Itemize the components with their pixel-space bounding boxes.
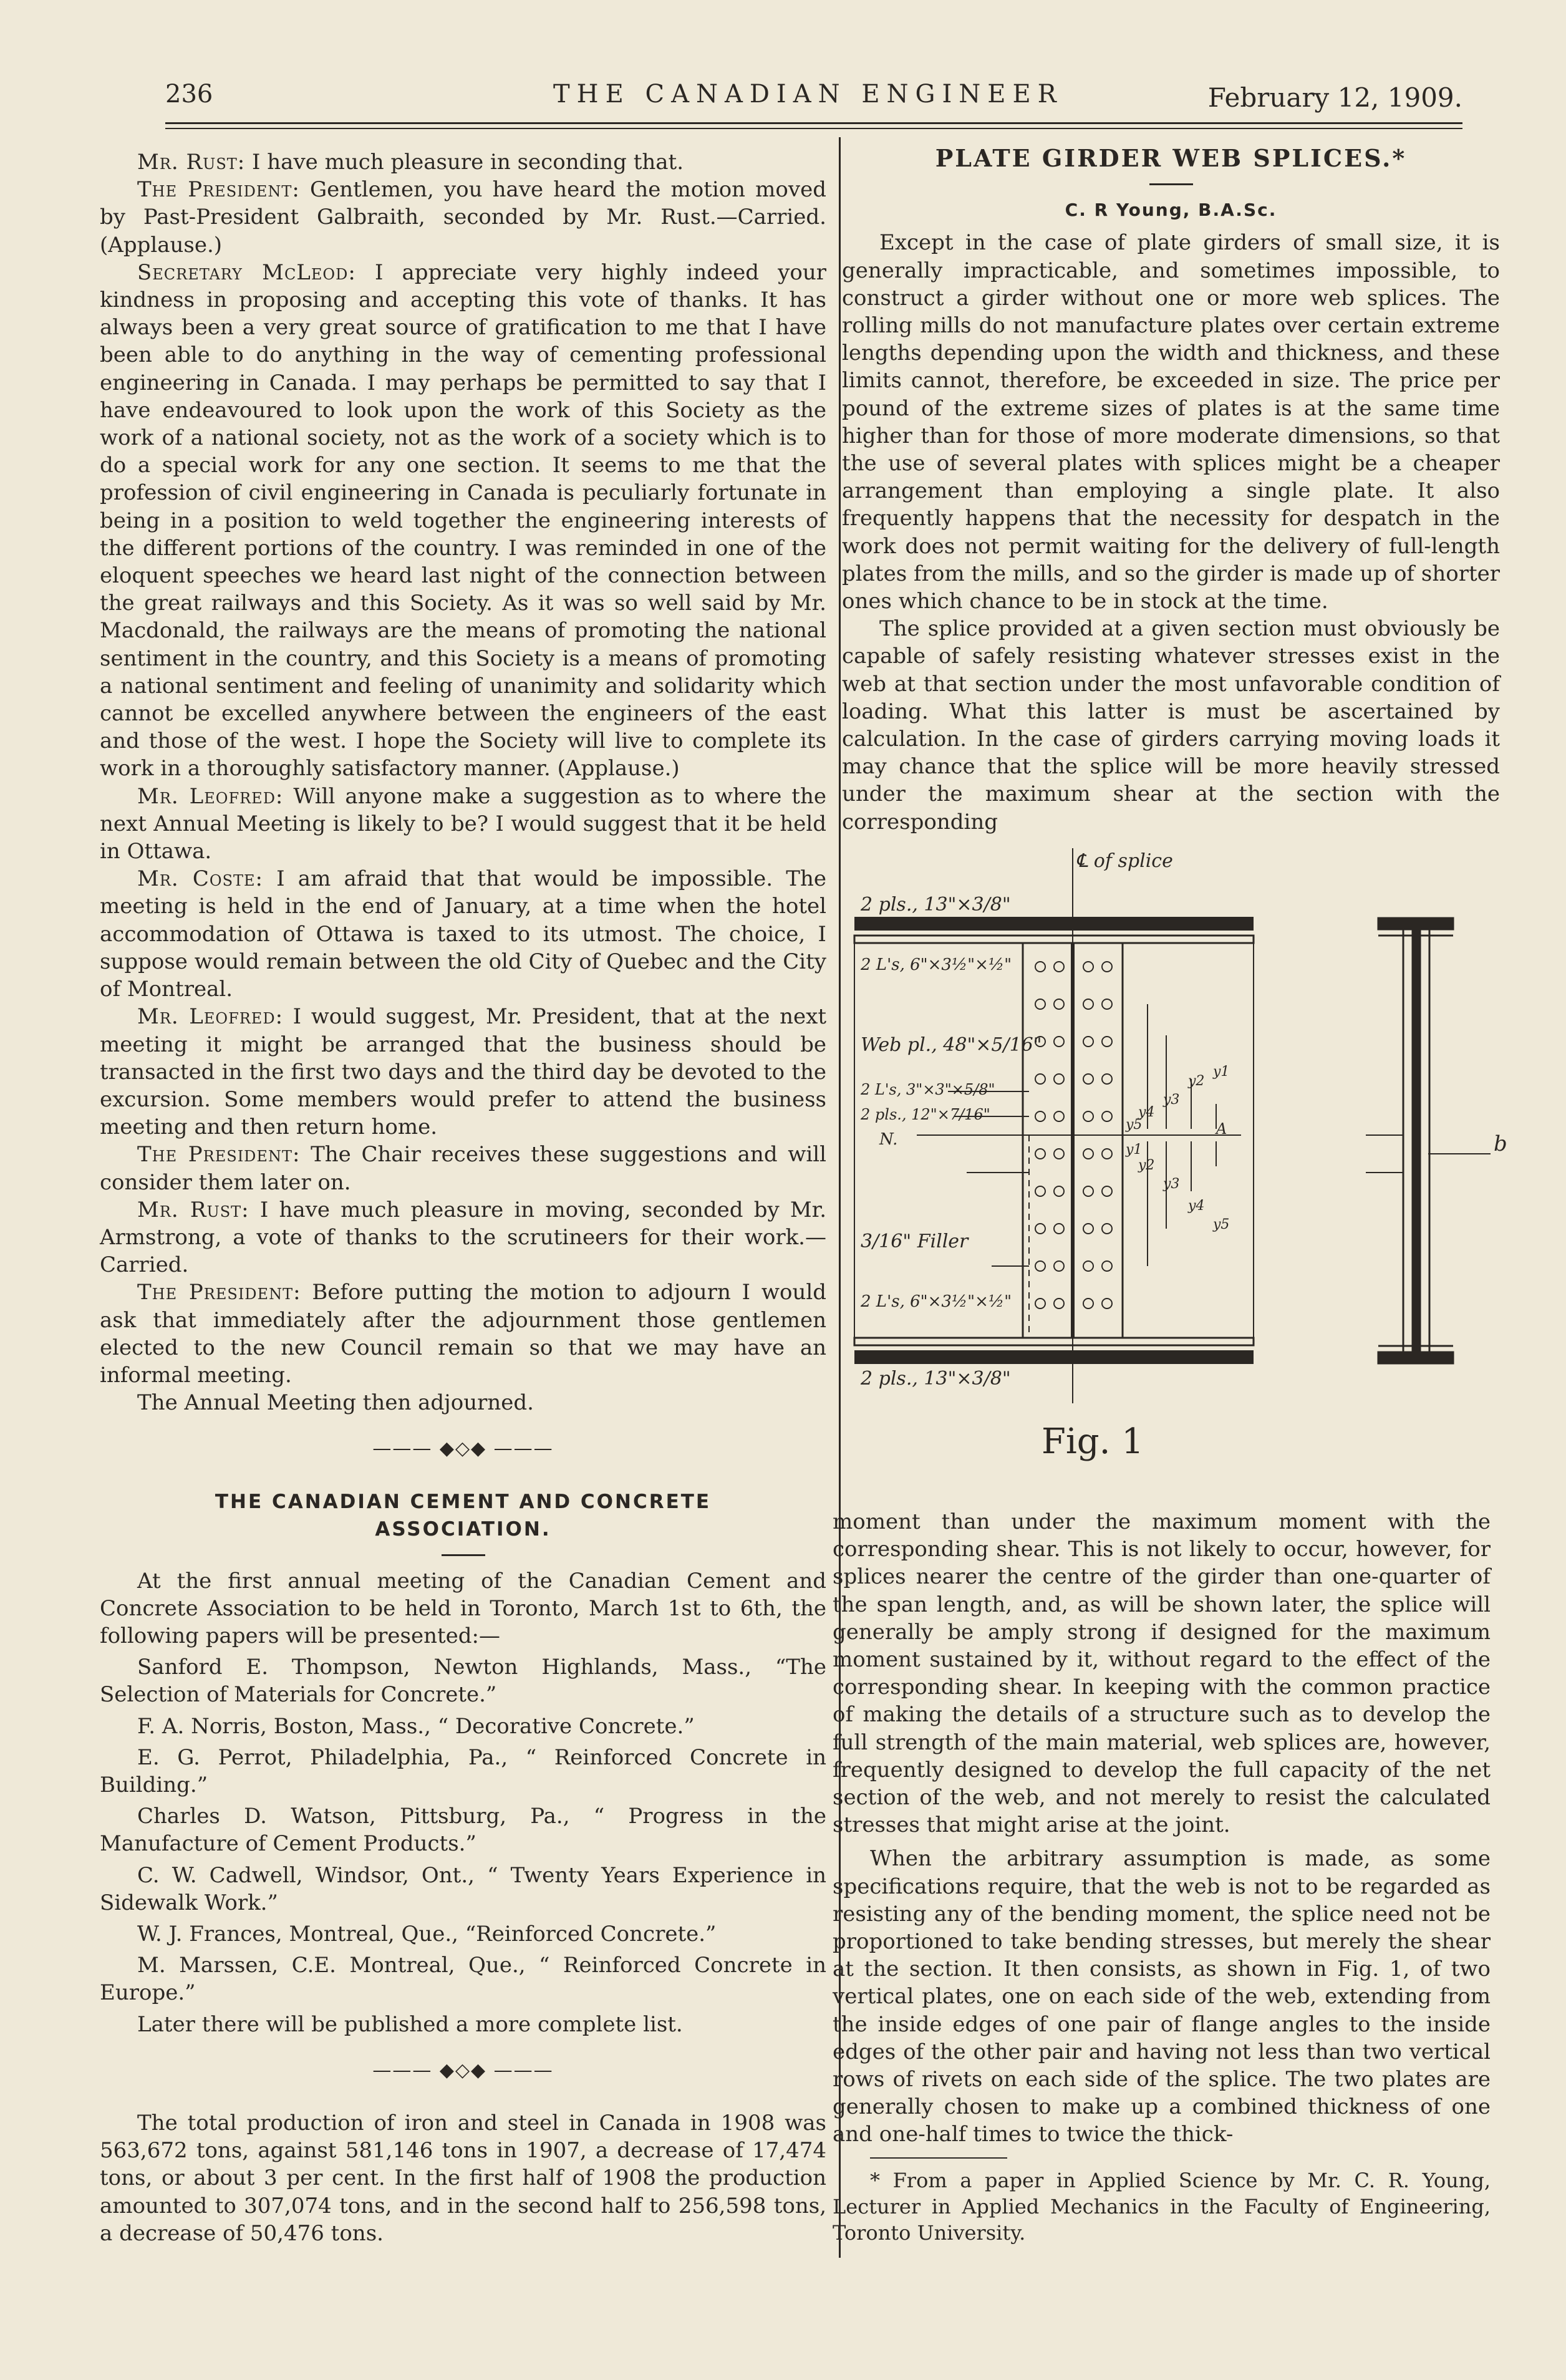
label-y3: y3 xyxy=(1163,1176,1180,1192)
heading-rule xyxy=(442,1554,485,1556)
label-y5: y5 xyxy=(1126,1117,1143,1133)
footnote-rule xyxy=(870,2157,1007,2159)
meeting-minutes xyxy=(100,148,826,1416)
paper-item: Sanford E. Thompson, Newton Highlands, Mass., “The Selection of Materials for Concrete.” xyxy=(100,1655,826,1708)
paper-item: W. J. Frances, Montreal, Que., “Reinforced Concrete.” xyxy=(137,1921,717,1947)
paper-item: Charles D. Watson, Pittsburg, Pa., “ Progress in the Manufacture of Cement Products.” xyxy=(100,1804,826,1857)
minutes-paragraph: Mr. Coste: I am afraid that that would be impossible. The meeting is held in the end of January, at a time when the hotel accommodation of Ottawa is taxed to its utmost. The choice, I suppose would remain between the old City of Quebec and the City of Montreal. xyxy=(100,866,826,1002)
article-paragraph: Except in the case of plate girders of small size, it is generally impracticable, and sometimes impossible, to construct a girder without one or more web splices. The rolling mills do not manufacture plates over certain extreme lengths depending upon the width and thickness, and these limits cannot, therefore, be exceeded in size. The price per pound of the extreme sizes of plates is at the same time higher than for those of more moderate dimensions, so that the use of several plates with splices might be a cheaper arrangement than employing a single plate. It also frequently happens that the necessity for despatch in the work does not permit waiting for the delivery of full-length plates from the mills, and so the girder is made up of shorter ones which chance to be in stock at the time. xyxy=(842,230,1500,614)
minutes-paragraph: The Annual Meeting then adjourned. xyxy=(137,1390,534,1416)
label-bottom-angles: 2 L's, 6"×3½"×½" xyxy=(861,1292,1012,1311)
article-paragraph: moment than under the maximum moment with the corresponding shear. This is not likely to occur, however, for splices nearer the centre of the girder than one-quarter of the span length, and, as will be shown later, the splice will generally be amply strong if designed for the maximum moment sustained by it, without regard to the effect of the corresponding shear. In keeping with the common practice of making the details of a structure such as to develop the full strength of the main material, web splices are, however, frequently designed to develop the full capacity of the net section of the web, and not merely to resist the calculated stresses that might arise at the joint. xyxy=(833,1509,1491,1838)
cross-section xyxy=(1366,918,1491,1363)
label-section-b: b xyxy=(1494,1131,1507,1156)
minutes-paragraph: Mr. Rust: I have much pleasure in seconding that. xyxy=(137,150,684,175)
journal-title: THE CANADIAN ENGINEER xyxy=(553,80,1063,109)
label-y1: y1 xyxy=(1213,1064,1230,1080)
cement-heading: THE CANADIAN CEMENT AND CONCRETE ASSOCIATION. xyxy=(215,1490,712,1541)
page-header xyxy=(165,74,1462,123)
figure-1 xyxy=(842,842,1528,1497)
title-rule xyxy=(1149,183,1193,185)
article-paragraph: The splice provided at a given section must obviously be capable of safely resisting whatever stresses exist in the web at that section under the most unfavorable condition of loading. What this latter is must be ascertained by calculation. In the case of girders carrying moving loads it may chance that the splice will be more heavily stressed under the maximum shear at the section with the corresponding xyxy=(842,616,1500,834)
minutes-paragraph: The President: Gentlemen, you have heard the motion moved by Past-President Galbraith, seconded by Mr. Rust.—Carried. (Applause.) xyxy=(100,177,826,258)
label-centerline: ℄ of splice xyxy=(1076,850,1173,872)
minutes-paragraph: Mr. Leofred: I would suggest, Mr. President, that at the next meeting it might be arranged that the business should be transacted in the first two days and the third day be devoted to the excursion. Some members would prefer to attend the business meeting and then return home. xyxy=(100,1004,826,1140)
paper-item: C. W. Cadwell, Windsor, Ont., “ Twenty Years Experience in Sidewalk Work.” xyxy=(100,1862,826,1915)
ornament-divider: ——— ◆◇◆ ——— xyxy=(372,2059,554,2081)
papers-list xyxy=(100,1567,826,2038)
minutes-paragraph: The President: The Chair receives these suggestions and will consider them later on. xyxy=(100,1142,826,1195)
label-web: Web pl., 48"×5/16" xyxy=(861,1034,1042,1056)
paper-item: M. Marssen, C.E. Montreal, Que., “ Reinforced Concrete in Europe.” xyxy=(100,1953,826,2006)
label-filler: 3/16" Filler xyxy=(861,1231,969,1252)
label-na: N. xyxy=(879,1130,898,1149)
bottom-flange-angle xyxy=(854,1338,1254,1345)
label-a: A xyxy=(1216,1120,1227,1138)
article-author: C. R Young, B.A.Sc. xyxy=(1065,200,1277,221)
minutes-paragraph: Mr. Leofred: Will anyone make a suggestion as to where the next Annual Meeting is likely to be? I would suggest that it be held in Ottawa. xyxy=(100,783,826,864)
minutes-paragraph: Secretary McLeod: I appreciate very highly indeed your kindness in proposing and accepting this vote of thanks. It has always been a very great source of gratification to me that I have been able to do anything in the way of cementing professional engineering in Canada. I may perhaps be permitted to say that I have endeavoured to look upon the work of this Society as the work of a national society, not as the work of a society which is to do a special work for any one section. It seems to me that the profession of civil engineering in Canada is peculiarly fortunate in being in a position to weld together the engineering interests of the different portions of the country. I was reminded in one of the eloquent speeches we heard last night of the connection between the great railways and this Society. As it was so well said by Mr. Macdonald, the railways are the means of promoting the national sentiment in the country, and this Society is a means of promoting a national sentiment and feeling of unanimity and solidarity which cannot be excelled anywhere between the engineers of the east and those of the west. I hope the Society will live to complete its work in a thoroughly satisfactory manner. (Applause.) xyxy=(100,259,826,781)
page-number: 236 xyxy=(165,80,213,109)
ornament-divider: ——— ◆◇◆ ——— xyxy=(372,1438,554,1460)
label-y3: y3 xyxy=(1163,1092,1180,1108)
issue-date: February 12, 1909. xyxy=(1207,82,1462,113)
footnote: * From a paper in Applied Science by Mr. C. R. Young, Lecturer in Applied Mechanics in the Faculty of Engineering, Toronto University. xyxy=(833,2168,1491,2245)
label-top-angles: 2 L's, 6"×3½"×½" xyxy=(861,955,1012,974)
header-rule-2 xyxy=(165,128,1462,129)
right-column xyxy=(842,145,1500,836)
top-flange xyxy=(854,917,1254,931)
label-y5: y5 xyxy=(1213,1217,1230,1232)
minutes-paragraph: Mr. Rust: I have much pleasure in moving, seconded by Mr. Armstrong, a vote of thanks to the scrutineers for their work.—Carried. xyxy=(100,1197,827,1278)
left-column xyxy=(100,148,826,2247)
label-splice-angles: 2 L's, 3"×3"×5/8" xyxy=(861,1081,995,1098)
label-y4: y4 xyxy=(1188,1198,1205,1214)
paper-item: F. A. Norris, Boston, Mass., “ Decorative Concrete.” xyxy=(137,1713,695,1739)
label-y1: y1 xyxy=(1126,1142,1143,1158)
iron-production-paragraph: The total production of iron and steel in Canada in 1908 was 563,672 tons, against 581,146 tons in 1907, a decrease of 17,474 tons, or about 3 per cent. In the first half of 1908 the production amounted to 307,074 tons, and in the second half to 256,598 tons, a decrease of 50,476 tons. xyxy=(100,2111,826,2246)
label-splice-plates: 2 pls., 12"×7/16" xyxy=(861,1106,990,1123)
label-y2: y2 xyxy=(1138,1158,1155,1173)
label-bottom-plates: 2 pls., 13"×3/8" xyxy=(861,1368,1011,1390)
label-y4: y4 xyxy=(1138,1105,1155,1120)
label-top-plates: 2 pls., 13"×3/8" xyxy=(861,894,1011,916)
article-paragraph: When the arbitrary assumption is made, as some specifications require, that the web is not to be regarded as resisting any of the bending moment, the splice need not be proportioned to take bending stresses, but merely the shear at the section. It then consists, as shown in Fig. 1, of two vertical plates, one on each side of the web, extending from the inside edges of one pair of flange angles to the inside edges of the other pair and having not less than two vertical rows of rivets on each side of the splice. The two plates are generally chosen to make up a combined thickness of one and one-half times to twice the thick- xyxy=(833,1846,1491,2147)
label-y2: y2 xyxy=(1188,1073,1205,1089)
paper-item: E. G. Perrot, Philadelphia, Pa., “ Reinforced Concrete in Building.” xyxy=(100,1744,826,1797)
paper-item: Later there will be published a more complete list. xyxy=(137,2011,683,2037)
right-column-continued xyxy=(833,1508,1491,2246)
minutes-paragraph: The President: Before putting the motion to adjourn I would ask that immediately after the adjournment those gentlemen elected to the new Council remain so that we may have an informal meeting. xyxy=(100,1280,826,1388)
top-flange-angle xyxy=(854,936,1254,943)
article-title: PLATE GIRDER WEB SPLICES.* xyxy=(935,144,1407,172)
bottom-flange xyxy=(854,1350,1254,1364)
header-rule-1 xyxy=(165,122,1462,124)
figure-caption: Fig. 1 xyxy=(1042,1421,1144,1462)
cement-intro: At the first annual meeting of the Canadian Cement and Concrete Association to be held in Toronto, March 1st to 6th, the following papers will be presented:— xyxy=(100,1568,826,1648)
